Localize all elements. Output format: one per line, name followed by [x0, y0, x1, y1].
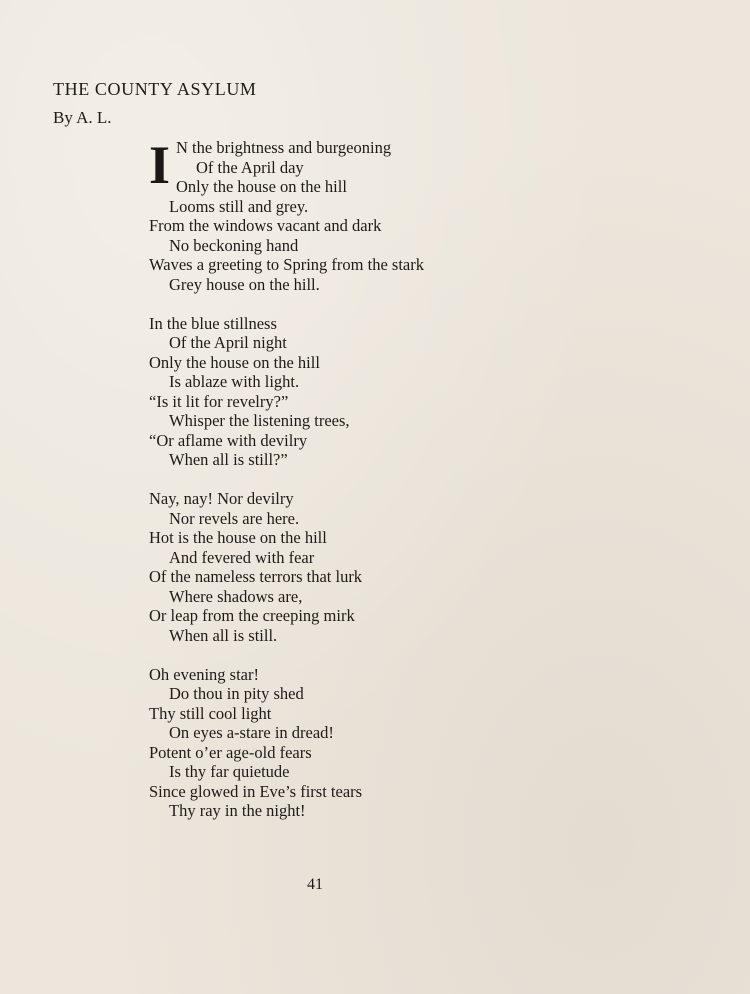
- poem-line: Of the nameless terrors that lurk: [149, 567, 363, 586]
- poem-line: Where shadows are,: [169, 586, 303, 606]
- stanza-2: [149, 314, 569, 470]
- poem-line: Of the April night: [169, 333, 287, 352]
- poem-line: Grey house on the hill.: [169, 274, 320, 294]
- poem-line: Thy ray in the night!: [169, 801, 306, 820]
- poem-line: When all is still.: [169, 625, 278, 645]
- poem-line: Potent o’er age-old fears: [149, 742, 312, 762]
- poem-line: Nor revels are here.: [169, 508, 300, 528]
- page-number: 41: [307, 876, 323, 893]
- poem-line: Only the house on the hill: [176, 177, 347, 196]
- poem-line: On eyes a-stare in dread!: [169, 723, 334, 742]
- poem-line: Oh evening star!: [149, 664, 259, 684]
- poem-line: N the brightness and burgeoning: [176, 138, 392, 157]
- poem-line: Of the April day: [196, 157, 304, 177]
- poem-line: Waves a greeting to Spring from the stark: [149, 255, 424, 274]
- poem-title: THE COUNTY ASYLUM: [53, 79, 257, 99]
- drop-cap: I: [149, 135, 171, 195]
- poem-line: Nay, nay! Nor devilry: [149, 489, 294, 508]
- poem-line: Whisper the listening trees,: [169, 411, 350, 430]
- stanza-3: [149, 489, 569, 645]
- poem-body: [149, 135, 569, 840]
- poem-line: From the windows vacant and dark: [149, 216, 382, 235]
- stanza-4: [149, 665, 569, 821]
- poem-line: No beckoning hand: [169, 235, 299, 255]
- poem-line: Since glowed in Eve’s first tears: [149, 781, 363, 801]
- page-number-container: [0, 876, 750, 894]
- stanza-1: [149, 135, 569, 294]
- poem-line: “Is it lit for revelry?”: [149, 391, 289, 411]
- poem-line: “Or aflame with devilry: [149, 430, 308, 450]
- poem-line: When all is still?”: [169, 450, 288, 469]
- poem-line: Looms still and grey.: [169, 196, 309, 216]
- poem-line: Only the house on the hill: [149, 352, 320, 372]
- poem-line: Is thy far quietude: [169, 762, 290, 781]
- poem-line: Thy still cool light: [149, 703, 272, 723]
- poem-line: Is ablaze with light.: [169, 372, 300, 391]
- poem-line: Or leap from the creeping mirk: [149, 606, 355, 625]
- poem-author: By A. L.: [53, 108, 112, 127]
- poem-line: In the blue stillness: [149, 313, 277, 333]
- poem-line: And fevered with fear: [169, 547, 315, 567]
- poem-line: Do thou in pity shed: [169, 684, 304, 703]
- poem-line: Hot is the house on the hill: [149, 528, 327, 547]
